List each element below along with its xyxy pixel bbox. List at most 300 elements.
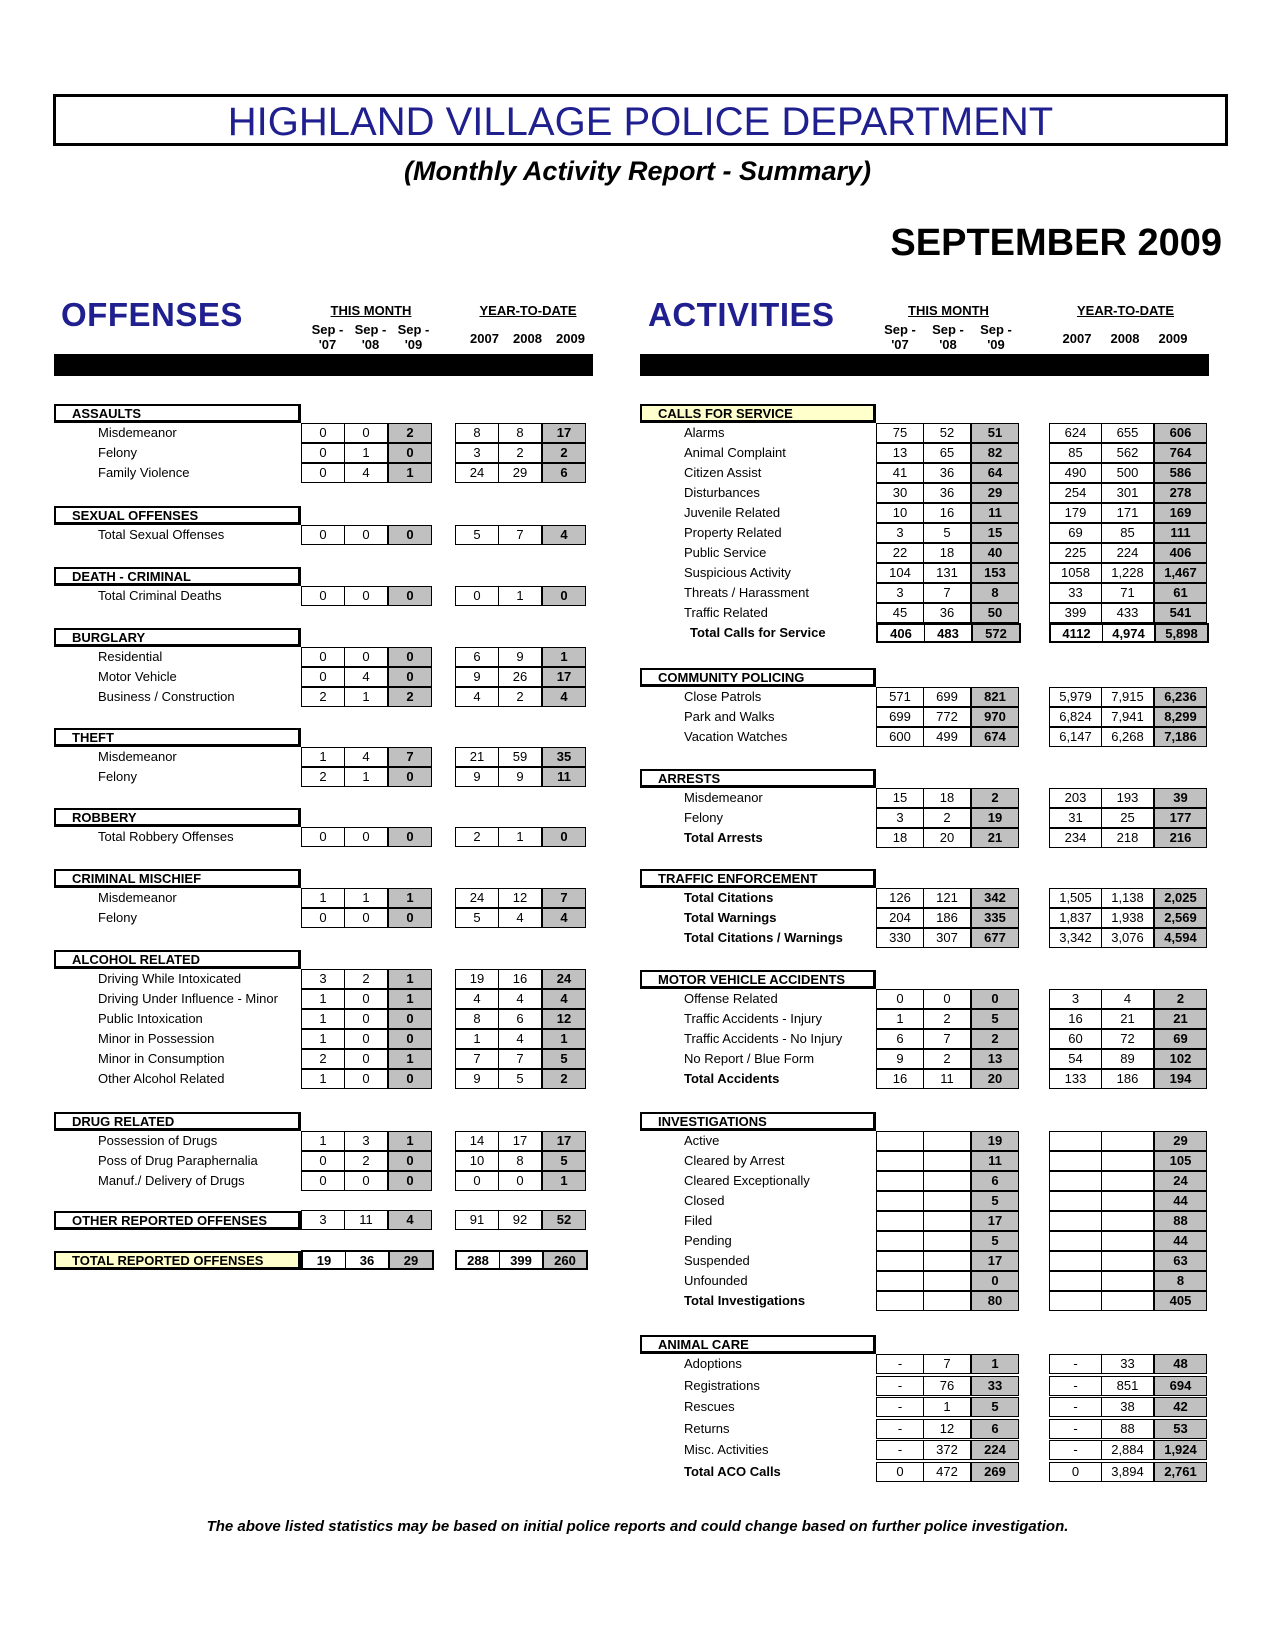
row-label: Total Sexual Offenses bbox=[98, 527, 225, 542]
value-cell: 186 bbox=[924, 909, 971, 927]
value-cell: 1 bbox=[388, 1132, 431, 1150]
value-cell: 59 bbox=[499, 748, 542, 766]
value-cell: 5 bbox=[971, 1192, 1018, 1210]
value-group bbox=[876, 788, 1019, 808]
value-cell: 21 bbox=[971, 829, 1018, 847]
value-cell: 7,915 bbox=[1102, 688, 1154, 706]
value-group bbox=[455, 989, 586, 1009]
value-cell: 24 bbox=[456, 464, 499, 482]
offenses-tm-col-labels: Sep - '07 Sep - '08 Sep - '09 bbox=[311, 322, 430, 352]
value-group bbox=[876, 1151, 1019, 1171]
value-cell: 24 bbox=[456, 889, 499, 907]
value-cell: 0 bbox=[345, 990, 388, 1008]
value-group bbox=[876, 1171, 1019, 1191]
value-cell: 0 bbox=[388, 526, 431, 544]
value-cell: 29 bbox=[389, 1252, 432, 1268]
section-label: MOTOR VEHICLE ACCIDENTS bbox=[640, 970, 876, 989]
value-group bbox=[1049, 523, 1207, 543]
row-label: Suspicious Activity bbox=[684, 565, 791, 580]
value-cell: 171 bbox=[1102, 504, 1154, 522]
value-cell: 8 bbox=[456, 1010, 499, 1028]
value-group bbox=[301, 969, 432, 989]
value-group bbox=[876, 908, 1019, 928]
row-label: Felony bbox=[98, 910, 138, 925]
value-cell: 2 bbox=[499, 444, 542, 462]
value-cell: 4,974 bbox=[1103, 625, 1155, 641]
value-cell: 2 bbox=[1154, 990, 1206, 1008]
value-cell: 3 bbox=[1050, 990, 1102, 1008]
value-cell: 5 bbox=[456, 526, 499, 544]
value-cell: 0 bbox=[302, 444, 345, 462]
value-group bbox=[876, 1009, 1019, 1029]
value-group bbox=[455, 525, 586, 545]
value-cell: 4 bbox=[456, 990, 499, 1008]
value-group bbox=[1049, 989, 1207, 1009]
value-cell: 0 bbox=[302, 526, 345, 544]
value-cell: 36 bbox=[924, 484, 971, 502]
row-label: Disturbances bbox=[684, 485, 760, 500]
value-group bbox=[876, 543, 1019, 563]
value-cell: 36 bbox=[346, 1252, 389, 1268]
row-label: Traffic Related bbox=[684, 605, 768, 620]
value-cell: 7 bbox=[924, 1355, 971, 1373]
value-group bbox=[301, 1069, 432, 1089]
value-cell: 38 bbox=[1102, 1398, 1154, 1416]
row-label: Pending bbox=[684, 1233, 732, 1248]
activities-ytd-col-labels: 2007 2008 2009 bbox=[1062, 331, 1188, 346]
value-group bbox=[455, 1131, 586, 1151]
row-label: No Report / Blue Form bbox=[684, 1051, 815, 1066]
value-cell: 19 bbox=[971, 809, 1018, 827]
value-group bbox=[876, 687, 1019, 707]
value-cell: 9 bbox=[877, 1050, 924, 1068]
value-cell: 33 bbox=[1050, 584, 1102, 602]
row-label: Total Citations / Warnings bbox=[684, 930, 843, 945]
section-label: DEATH - CRIMINAL bbox=[54, 567, 301, 586]
value-cell: 21 bbox=[1102, 1010, 1154, 1028]
value-cell: 0 bbox=[388, 1172, 431, 1190]
value-cell: - bbox=[877, 1441, 924, 1459]
value-cell: 2,025 bbox=[1154, 889, 1206, 907]
value-cell bbox=[1102, 1132, 1154, 1150]
row-label: Driving While Intoxicated bbox=[98, 971, 242, 986]
value-cell: 17 bbox=[971, 1252, 1018, 1270]
value-cell: 169 bbox=[1154, 504, 1206, 522]
value-group bbox=[455, 908, 586, 928]
value-cell: 102 bbox=[1154, 1050, 1206, 1068]
value-cell: 20 bbox=[971, 1070, 1018, 1088]
value-cell: 483 bbox=[925, 625, 972, 641]
value-cell: 0 bbox=[345, 1172, 388, 1190]
value-cell: 4 bbox=[542, 909, 585, 927]
value-cell bbox=[877, 1232, 924, 1250]
value-group bbox=[301, 1210, 432, 1230]
row-label: Public Intoxication bbox=[98, 1011, 203, 1026]
value-cell: 6,268 bbox=[1102, 728, 1154, 746]
value-cell: 2 bbox=[924, 1010, 971, 1028]
value-cell: 45 bbox=[877, 604, 924, 622]
value-cell: 1 bbox=[345, 768, 388, 786]
value-cell: 234 bbox=[1050, 829, 1102, 847]
value-cell: 0 bbox=[388, 1152, 431, 1170]
value-group bbox=[1049, 1171, 1207, 1191]
value-cell bbox=[924, 1192, 971, 1210]
value-cell: 0 bbox=[345, 587, 388, 605]
row-label: Total Accidents bbox=[684, 1071, 780, 1086]
value-cell: 490 bbox=[1050, 464, 1102, 482]
value-cell: 33 bbox=[1102, 1355, 1154, 1373]
value-cell: 970 bbox=[971, 708, 1018, 726]
value-cell: 3 bbox=[456, 444, 499, 462]
value-cell: 0 bbox=[302, 648, 345, 666]
value-group bbox=[1049, 563, 1207, 583]
value-cell: 15 bbox=[877, 789, 924, 807]
value-cell: 288 bbox=[457, 1252, 500, 1268]
row-label: Misdemeanor bbox=[98, 425, 177, 440]
value-cell: 76 bbox=[924, 1377, 971, 1395]
value-cell: 2 bbox=[388, 688, 431, 706]
value-cell bbox=[877, 1272, 924, 1290]
value-cell: 0 bbox=[302, 424, 345, 442]
value-cell: 0 bbox=[302, 1152, 345, 1170]
value-cell: 63 bbox=[1154, 1252, 1206, 1270]
value-cell: 2 bbox=[542, 1070, 585, 1088]
value-group bbox=[455, 1171, 586, 1191]
value-group bbox=[876, 1049, 1019, 1069]
value-group bbox=[455, 969, 586, 989]
value-group bbox=[876, 1069, 1019, 1089]
value-group bbox=[455, 1151, 586, 1171]
value-cell: 4 bbox=[499, 909, 542, 927]
value-cell: 194 bbox=[1154, 1070, 1206, 1088]
value-group bbox=[455, 1250, 588, 1270]
row-label: Citizen Assist bbox=[684, 465, 762, 480]
value-cell: 22 bbox=[877, 544, 924, 562]
value-cell: 54 bbox=[1050, 1050, 1102, 1068]
value-cell: 399 bbox=[500, 1252, 543, 1268]
value-cell: 1 bbox=[499, 587, 542, 605]
value-group bbox=[1049, 687, 1207, 707]
value-cell: 1 bbox=[388, 990, 431, 1008]
value-group bbox=[1049, 1354, 1207, 1374]
value-cell: 121 bbox=[924, 889, 971, 907]
value-cell bbox=[924, 1212, 971, 1230]
value-group bbox=[1049, 1231, 1207, 1251]
value-cell: 1 bbox=[388, 970, 431, 988]
offenses-this-month-header: THIS MONTH bbox=[330, 303, 412, 318]
value-group bbox=[1049, 1009, 1207, 1029]
value-cell: 133 bbox=[1050, 1070, 1102, 1088]
value-cell: 64 bbox=[971, 464, 1018, 482]
value-group bbox=[876, 443, 1019, 463]
value-group bbox=[1049, 483, 1207, 503]
value-cell: 1,837 bbox=[1050, 909, 1102, 927]
value-cell: 4 bbox=[456, 688, 499, 706]
value-cell: 3 bbox=[877, 524, 924, 542]
value-cell: 0 bbox=[542, 587, 585, 605]
row-label: Felony bbox=[98, 445, 138, 460]
value-cell: 153 bbox=[971, 564, 1018, 582]
row-label: Motor Vehicle bbox=[98, 669, 177, 684]
section-label: ARRESTS bbox=[640, 769, 876, 788]
value-cell: 7,941 bbox=[1102, 708, 1154, 726]
value-cell: 0 bbox=[345, 424, 388, 442]
value-cell: 15 bbox=[971, 524, 1018, 542]
disclaimer-footer: The above listed statistics may be based on initial police reports and could change based on further police investigation. bbox=[206, 1518, 1069, 1535]
value-cell: 1 bbox=[542, 1030, 585, 1048]
value-group bbox=[1049, 623, 1209, 643]
value-cell: 3 bbox=[877, 809, 924, 827]
value-cell: 0 bbox=[345, 1030, 388, 1048]
value-group bbox=[1049, 463, 1207, 483]
value-cell: - bbox=[1050, 1355, 1102, 1373]
value-group bbox=[1049, 1271, 1207, 1291]
value-cell: 2 bbox=[302, 688, 345, 706]
value-cell: 499 bbox=[924, 728, 971, 746]
value-cell: 1 bbox=[877, 1010, 924, 1028]
value-group bbox=[1049, 1049, 1207, 1069]
section-label: SEXUAL OFFENSES bbox=[54, 506, 301, 525]
value-cell: 269 bbox=[971, 1463, 1018, 1481]
value-cell: 4 bbox=[542, 990, 585, 1008]
value-cell: 4 bbox=[345, 464, 388, 482]
value-cell: 224 bbox=[971, 1441, 1018, 1459]
value-cell: 1 bbox=[499, 828, 542, 846]
value-group bbox=[455, 463, 586, 483]
value-group bbox=[876, 503, 1019, 523]
section-label: TRAFFIC ENFORCEMENT bbox=[640, 869, 876, 888]
row-label: Returns bbox=[684, 1420, 730, 1436]
value-cell: 7 bbox=[499, 526, 542, 544]
value-cell: 1 bbox=[302, 1132, 345, 1150]
report-subtitle: (Monthly Activity Report - Summary) bbox=[403, 156, 872, 186]
offenses-ytd-col-labels: 2007 2008 2009 bbox=[470, 331, 585, 346]
row-label: Misc. Activities bbox=[684, 1442, 769, 1457]
value-cell: 4 bbox=[1102, 990, 1154, 1008]
value-group bbox=[1049, 908, 1207, 928]
value-cell: 1 bbox=[456, 1030, 499, 1048]
row-label: Park and Walks bbox=[684, 709, 775, 724]
value-cell: 3,342 bbox=[1050, 929, 1102, 947]
value-cell: 500 bbox=[1102, 464, 1154, 482]
activities-ytd-header: YEAR-TO-DATE bbox=[1076, 303, 1175, 318]
value-cell: 2,884 bbox=[1102, 1441, 1154, 1459]
value-cell: 1 bbox=[542, 1172, 585, 1190]
value-cell: 0 bbox=[345, 1010, 388, 1028]
value-cell: 186 bbox=[1102, 1070, 1154, 1088]
value-cell: 10 bbox=[456, 1152, 499, 1170]
row-label: Close Patrols bbox=[684, 689, 762, 704]
value-cell: - bbox=[877, 1355, 924, 1373]
value-group bbox=[876, 1440, 1019, 1460]
value-cell: 21 bbox=[456, 748, 499, 766]
value-cell: 0 bbox=[345, 648, 388, 666]
value-cell: 1 bbox=[345, 889, 388, 907]
value-cell: - bbox=[1050, 1441, 1102, 1459]
value-cell: 0 bbox=[388, 668, 431, 686]
value-cell: 9 bbox=[499, 648, 542, 666]
value-cell: 0 bbox=[499, 1172, 542, 1190]
value-cell: 5 bbox=[971, 1010, 1018, 1028]
value-cell bbox=[1050, 1292, 1102, 1310]
value-cell: 2 bbox=[971, 789, 1018, 807]
value-cell: 2 bbox=[302, 768, 345, 786]
row-label: Other Alcohol Related bbox=[98, 1071, 225, 1086]
value-cell bbox=[1102, 1272, 1154, 1290]
value-group bbox=[301, 888, 432, 908]
value-group bbox=[876, 423, 1019, 443]
value-group bbox=[455, 1210, 586, 1230]
value-group bbox=[876, 707, 1019, 727]
value-cell: 1 bbox=[302, 889, 345, 907]
value-cell: 260 bbox=[543, 1252, 586, 1268]
value-cell: 9 bbox=[499, 768, 542, 786]
value-group bbox=[876, 523, 1019, 543]
value-group bbox=[455, 667, 586, 687]
row-label: Felony bbox=[684, 810, 724, 825]
value-cell: 6,824 bbox=[1050, 708, 1102, 726]
value-group bbox=[876, 623, 1021, 643]
value-cell: 2 bbox=[456, 828, 499, 846]
value-cell: 17 bbox=[542, 1132, 585, 1150]
value-cell: 4 bbox=[345, 748, 388, 766]
value-cell: 50 bbox=[971, 604, 1018, 622]
section-label: ROBBERY bbox=[54, 808, 301, 827]
value-cell: 69 bbox=[1050, 524, 1102, 542]
value-cell: 2 bbox=[345, 970, 388, 988]
value-group bbox=[455, 687, 586, 707]
value-cell: 18 bbox=[924, 789, 971, 807]
value-cell: 91 bbox=[456, 1211, 499, 1229]
value-cell: 13 bbox=[971, 1050, 1018, 1068]
row-label: Cleared by Arrest bbox=[684, 1153, 785, 1168]
value-group bbox=[876, 1131, 1019, 1151]
value-group bbox=[1049, 1191, 1207, 1211]
value-cell: 372 bbox=[924, 1441, 971, 1459]
value-cell: 3,076 bbox=[1102, 929, 1154, 947]
value-cell: 5 bbox=[456, 909, 499, 927]
value-cell bbox=[1050, 1212, 1102, 1230]
value-cell: 20 bbox=[924, 829, 971, 847]
value-cell: 7 bbox=[388, 748, 431, 766]
value-cell: 8,299 bbox=[1154, 708, 1206, 726]
value-cell: 65 bbox=[924, 444, 971, 462]
value-cell bbox=[1050, 1232, 1102, 1250]
value-cell: 6,236 bbox=[1154, 688, 1206, 706]
value-cell bbox=[877, 1172, 924, 1190]
value-cell: 25 bbox=[1102, 809, 1154, 827]
value-cell: 52 bbox=[924, 424, 971, 442]
value-cell: 1,938 bbox=[1102, 909, 1154, 927]
value-group bbox=[1049, 443, 1207, 463]
value-cell: 1,924 bbox=[1154, 1441, 1206, 1459]
value-cell: 5 bbox=[499, 1070, 542, 1088]
row-label: Unfounded bbox=[684, 1273, 748, 1288]
row-label: Traffic Accidents - No Injury bbox=[684, 1031, 843, 1046]
value-group bbox=[1049, 543, 1207, 563]
value-cell: 11 bbox=[971, 504, 1018, 522]
value-cell: 13 bbox=[877, 444, 924, 462]
value-group bbox=[301, 989, 432, 1009]
value-group bbox=[1049, 1440, 1207, 1460]
value-cell: 218 bbox=[1102, 829, 1154, 847]
value-cell bbox=[924, 1172, 971, 1190]
value-cell: 39 bbox=[1154, 789, 1206, 807]
value-cell: 694 bbox=[1154, 1377, 1206, 1395]
value-cell: 405 bbox=[1154, 1292, 1206, 1310]
value-group bbox=[1049, 1131, 1207, 1151]
row-label: Poss of Drug Paraphernalia bbox=[98, 1153, 258, 1168]
value-cell bbox=[924, 1272, 971, 1290]
value-group bbox=[1049, 583, 1207, 603]
value-cell: 0 bbox=[345, 1070, 388, 1088]
value-cell bbox=[1102, 1292, 1154, 1310]
value-cell: 18 bbox=[877, 829, 924, 847]
value-cell: 4,594 bbox=[1154, 929, 1206, 947]
value-cell: 53 bbox=[1154, 1420, 1206, 1438]
value-cell: 5 bbox=[971, 1398, 1018, 1416]
value-cell: 51 bbox=[971, 424, 1018, 442]
value-cell: 2,569 bbox=[1154, 909, 1206, 927]
value-cell bbox=[924, 1232, 971, 1250]
value-cell: 17 bbox=[499, 1132, 542, 1150]
value-cell bbox=[1050, 1252, 1102, 1270]
value-cell: 18 bbox=[924, 544, 971, 562]
value-cell: 60 bbox=[1050, 1030, 1102, 1048]
value-cell: 19 bbox=[303, 1252, 346, 1268]
value-cell: 75 bbox=[877, 424, 924, 442]
value-group bbox=[876, 828, 1019, 848]
report-month: SEPTEMBER 2009 bbox=[890, 222, 1222, 264]
row-label: Cleared Exceptionally bbox=[684, 1173, 810, 1188]
value-cell bbox=[1050, 1132, 1102, 1150]
value-cell: 4 bbox=[499, 990, 542, 1008]
value-cell: 677 bbox=[971, 929, 1018, 947]
value-cell: 1058 bbox=[1050, 564, 1102, 582]
value-cell: 7,186 bbox=[1154, 728, 1206, 746]
value-cell bbox=[877, 1192, 924, 1210]
value-cell: 126 bbox=[877, 889, 924, 907]
value-cell: 9 bbox=[456, 1070, 499, 1088]
value-cell: 11 bbox=[924, 1070, 971, 1088]
value-group bbox=[301, 1049, 432, 1069]
value-cell: 7 bbox=[499, 1050, 542, 1068]
value-cell: 88 bbox=[1102, 1420, 1154, 1438]
row-label: Misdemeanor bbox=[98, 890, 177, 905]
value-cell: 85 bbox=[1102, 524, 1154, 542]
section-label: DRUG RELATED bbox=[54, 1112, 301, 1131]
row-label: Business / Construction bbox=[98, 689, 235, 704]
value-cell: 1 bbox=[302, 1010, 345, 1028]
value-cell: 0 bbox=[388, 768, 431, 786]
value-cell: 0 bbox=[1050, 1463, 1102, 1481]
value-cell: 26 bbox=[499, 668, 542, 686]
row-label: Registrations bbox=[684, 1377, 760, 1393]
value-cell: - bbox=[877, 1377, 924, 1395]
row-label: Adoptions bbox=[684, 1356, 742, 1371]
row-label: Minor in Consumption bbox=[98, 1051, 225, 1066]
value-cell: 71 bbox=[1102, 584, 1154, 602]
value-cell: 1 bbox=[302, 748, 345, 766]
offenses-heading: OFFENSES bbox=[61, 296, 243, 333]
value-cell: 44 bbox=[1154, 1192, 1206, 1210]
value-cell: 203 bbox=[1050, 789, 1102, 807]
value-group bbox=[1049, 1251, 1207, 1271]
value-group bbox=[1049, 1211, 1207, 1231]
value-cell: 699 bbox=[924, 688, 971, 706]
value-cell: 24 bbox=[1154, 1172, 1206, 1190]
value-cell: 821 bbox=[971, 688, 1018, 706]
